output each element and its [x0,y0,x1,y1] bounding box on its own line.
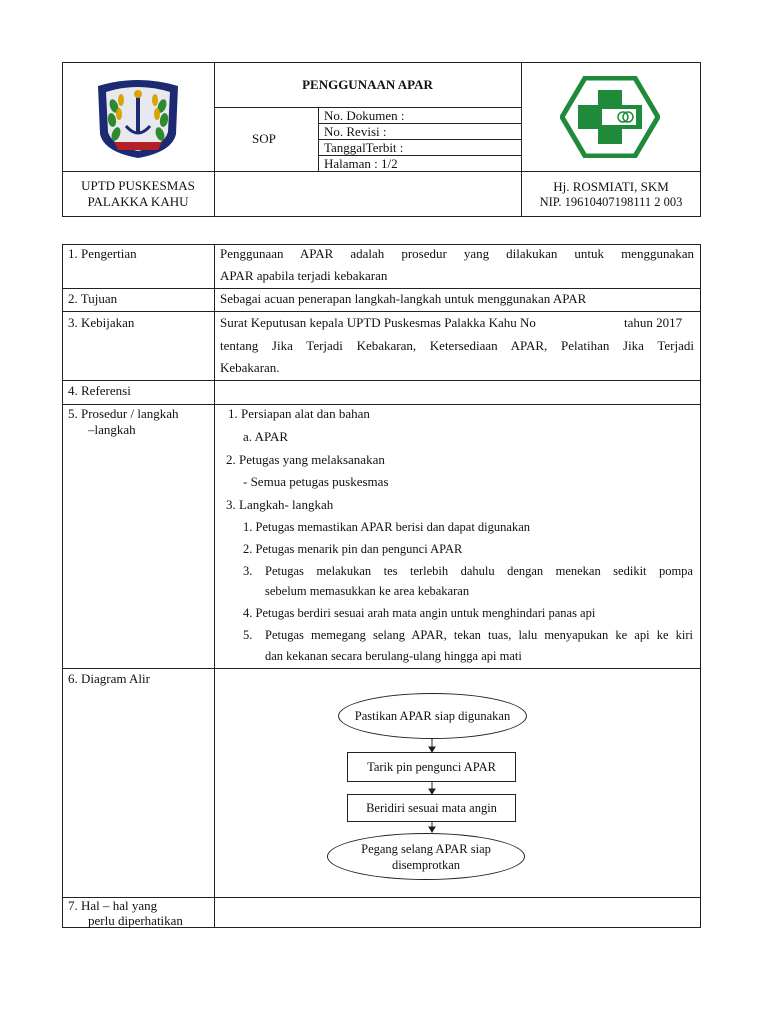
flow-node-berdiri: Beridiri sesuai mata angin [347,794,516,822]
section-label-hal-line2: perlu diperhatikan [88,913,183,928]
puskesmas-cross-icon [560,76,660,158]
pengertian-text-line1: Penggunaan APAR adalah prosedur yang dilakukan untuk menggunakan [220,246,694,261]
kebijakan-text-line3: Kebakaran. [220,360,280,375]
section-label-hal-line1: 7. Hal – hal yang [68,898,158,913]
document-title: PENGGUNAAN APAR [302,77,433,92]
meta-tanggal-terbit: TanggalTerbit : [324,140,404,155]
meta-no-dokumen: No. Dokumen : [324,108,405,123]
section-label-diagram-alir: 6. Diagram Alir [68,671,150,686]
section-label-prosedur-line1: 5. Prosedur / langkah [68,406,179,421]
tujuan-text: Sebagai acuan penerapan langkah-langkah untuk menggunakan APAR [220,291,587,306]
procedure-step-5-line2: dan kekanan secara berulang-ulang hingga api mati [265,649,522,663]
procedure-step-3-line2: sebelum memasukkan ke area kebakaran [265,584,470,598]
section-label-prosedur-line2: –langkah [88,422,136,437]
org-name-line2: PALAKKA KAHU [87,194,189,209]
section-label-tujuan: 2. Tujuan [68,291,118,306]
procedure-item-petugas: - Semua petugas puskesmas [243,474,389,489]
meta-halaman: Halaman : 1/2 [324,156,398,171]
district-emblem-icon [92,76,184,160]
procedure-heading-2: 2. Petugas yang melaksanakan [226,452,385,467]
signer-name: Hj. ROSMIATI, SKM [553,179,669,194]
procedure-step-3-line1: Petugas melakukan tes terlebih dahulu dengan menekan sedikit pompa [265,564,693,578]
flow-node-end: Pegang selang APAR siap disemprotkan [327,833,525,880]
kebijakan-text-line1b: tahun 2017 [624,315,683,330]
procedure-step-5-line1: Petugas memegang selang APAR, tekan tuas, lalu menyapukan ke api ke kiri [265,628,693,642]
pengertian-text-line2: APAR apabila terjadi kebakaran [220,268,388,283]
meta-no-revisi: No. Revisi : [324,124,387,139]
procedure-step-2: 2. Petugas menarik pin dan pengunci APAR [243,542,463,556]
document-type: SOP [252,131,276,146]
section-label-pengertian: 1. Pengertian [68,246,137,261]
flow-node-start: Pastikan APAR siap digunakan [338,693,527,739]
section-label-kebijakan: 3. Kebijakan [68,315,135,330]
flow-node-tarik-pin: Tarik pin pengunci APAR [347,752,516,782]
procedure-heading-1: 1. Persiapan alat dan bahan [228,406,370,421]
procedure-step-1: 1. Petugas memastikan APAR berisi dan dapat digunakan [243,520,530,534]
signer-nip: NIP. 19610407198111 2 003 [539,195,683,209]
section-label-referensi: 4. Referensi [68,383,131,398]
org-name-line1: UPTD PUSKESMAS [81,178,195,193]
procedure-step-5-number: 5. [243,628,253,642]
procedure-step-3-number: 3. [243,564,253,578]
procedure-item-apar: a. APAR [243,429,289,444]
procedure-step-4: 4. Petugas berdiri sesuai arah mata angin untuk menghindari panas api [243,606,596,620]
procedure-heading-3: 3. Langkah- langkah [226,497,334,512]
kebijakan-text-line2: tentang Jika Terjadi Kebakaran, Ketersediaan APAR, Pelatihan Jika Terjadi [220,338,694,353]
kebijakan-text-line1a: Surat Keputusan kepala UPTD Puskesmas Palakka Kahu No [220,315,536,330]
